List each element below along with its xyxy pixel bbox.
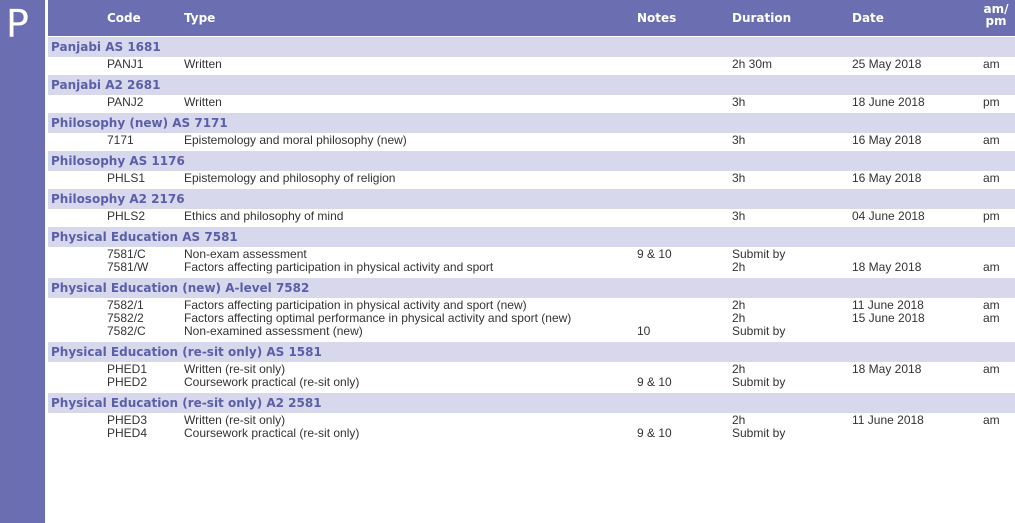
- paper-code: PHED3: [107, 413, 148, 427]
- subject-heading: [48, 227, 1015, 247]
- paper-code: 7582/C: [107, 324, 146, 338]
- header-duration: Duration: [732, 11, 792, 25]
- subject-rows: [48, 172, 1015, 185]
- paper-duration: Submit by: [732, 247, 786, 261]
- paper-session: am: [983, 311, 1000, 325]
- paper-code: PHLS1: [107, 171, 146, 185]
- subject-heading: [48, 113, 1015, 133]
- paper-notes: 10: [637, 324, 651, 338]
- paper-code: 7582/1: [107, 298, 144, 312]
- paper-session: am: [983, 413, 1000, 427]
- table-row: [48, 261, 1015, 274]
- paper-session: pm: [983, 209, 1000, 223]
- paper-session: am: [983, 171, 1000, 185]
- paper-type: Coursework practical (re-sit only): [184, 375, 360, 389]
- subject-rows: [48, 299, 1015, 338]
- paper-notes: 9 & 10: [637, 247, 672, 261]
- subject-title: Philosophy AS 1176: [51, 154, 185, 168]
- paper-session: am: [983, 57, 1000, 71]
- paper-type: Coursework practical (re-sit only): [184, 426, 360, 440]
- paper-session: am: [983, 362, 1000, 376]
- subject-title: Physical Education (re-sit only) A2 2581: [51, 396, 322, 410]
- paper-code: 7581/C: [107, 247, 146, 261]
- subject-heading: [48, 189, 1015, 209]
- header-ampm: am/ pm: [983, 2, 1009, 28]
- table-row: [48, 210, 1015, 223]
- paper-session: am: [983, 298, 1000, 312]
- paper-session: pm: [983, 95, 1000, 109]
- subject-rows: [48, 210, 1015, 223]
- paper-date: 25 May 2018: [852, 57, 922, 71]
- paper-type: Factors affecting participation in physical activity and sport (new): [184, 298, 527, 312]
- paper-type: Non-examined assessment (new): [184, 324, 363, 338]
- paper-code: 7582/2: [107, 311, 144, 325]
- section-letter: P: [6, 2, 29, 46]
- table-row: [48, 376, 1015, 389]
- paper-type: Written: [184, 57, 222, 71]
- paper-notes: 9 & 10: [637, 426, 672, 440]
- subject-title: Physical Education AS 7581: [51, 230, 238, 244]
- paper-date: 11 June 2018: [852, 298, 924, 312]
- header-date: Date: [852, 11, 884, 25]
- paper-code: PHED2: [107, 375, 148, 389]
- paper-date: 16 May 2018: [852, 171, 922, 185]
- table-row: [48, 96, 1015, 109]
- subject-heading: [48, 37, 1015, 57]
- paper-type: Written: [184, 95, 222, 109]
- header-code: Code: [107, 11, 141, 25]
- paper-code: PANJ1: [107, 57, 144, 71]
- paper-duration: 2h: [732, 362, 746, 376]
- paper-duration: Submit by: [732, 324, 786, 338]
- subject-title: Physical Education (re-sit only) AS 1581: [51, 345, 322, 359]
- paper-session: am: [983, 260, 1000, 274]
- subject-title: Philosophy A2 2176: [51, 192, 185, 206]
- table-row: [48, 134, 1015, 147]
- paper-duration: 3h: [732, 171, 746, 185]
- paper-duration: 2h: [732, 413, 746, 427]
- paper-type: Factors affecting optimal performance in physical activity and sport (new): [184, 311, 572, 325]
- subject-rows: [48, 248, 1015, 274]
- paper-code: 7581/W: [107, 260, 149, 274]
- subject-heading: [48, 393, 1015, 413]
- paper-type: Epistemology and philosophy of religion: [184, 171, 396, 185]
- paper-type: Non-exam assessment: [184, 247, 307, 261]
- paper-duration: 2h: [732, 311, 746, 325]
- table-row: [48, 172, 1015, 185]
- paper-date: 16 May 2018: [852, 133, 922, 147]
- subject-heading: [48, 342, 1015, 362]
- subject-title: Philosophy (new) AS 7171: [51, 116, 228, 130]
- paper-date: 18 May 2018: [852, 260, 922, 274]
- paper-duration: 3h: [732, 209, 746, 223]
- paper-code: PANJ2: [107, 95, 144, 109]
- subject-rows: [48, 58, 1015, 71]
- paper-notes: 9 & 10: [637, 375, 672, 389]
- subject-rows: [48, 414, 1015, 440]
- paper-duration: 3h: [732, 95, 746, 109]
- paper-session: am: [983, 133, 1000, 147]
- subject-title: Panjabi AS 1681: [51, 40, 161, 54]
- paper-duration: 2h 30m: [732, 57, 773, 71]
- paper-code: 7171: [107, 133, 134, 147]
- table-header: [48, 0, 1015, 36]
- subject-title: Physical Education (new) A-level 7582: [51, 281, 310, 295]
- table-row: [48, 325, 1015, 338]
- header-notes: Notes: [637, 11, 677, 25]
- paper-date: 11 June 2018: [852, 413, 924, 427]
- paper-duration: 2h: [732, 260, 746, 274]
- paper-type: Epistemology and moral philosophy (new): [184, 133, 407, 147]
- subject-rows: [48, 134, 1015, 147]
- table-row: [48, 427, 1015, 440]
- paper-code: PHED1: [107, 362, 148, 376]
- subject-heading: [48, 151, 1015, 171]
- subject-rows: [48, 96, 1015, 109]
- paper-type: Ethics and philosophy of mind: [184, 209, 344, 223]
- paper-duration: Submit by: [732, 375, 786, 389]
- paper-type: Factors affecting participation in physical activity and sport: [184, 260, 494, 274]
- subject-heading: [48, 278, 1015, 298]
- table-row: [48, 58, 1015, 71]
- paper-date: 04 June 2018: [852, 209, 925, 223]
- paper-duration: 3h: [732, 133, 746, 147]
- subject-title: Panjabi A2 2681: [51, 78, 161, 92]
- exam-timetable: [48, 0, 1015, 523]
- header-type: Type: [184, 11, 216, 25]
- paper-date: 15 June 2018: [852, 311, 925, 325]
- paper-date: 18 June 2018: [852, 95, 925, 109]
- paper-date: 18 May 2018: [852, 362, 922, 376]
- subject-heading: [48, 75, 1015, 95]
- paper-code: PHED4: [107, 426, 148, 440]
- paper-duration: 2h: [732, 298, 746, 312]
- paper-type: Written (re-sit only): [184, 413, 286, 427]
- paper-code: PHLS2: [107, 209, 146, 223]
- subject-rows: [48, 363, 1015, 389]
- paper-duration: Submit by: [732, 426, 786, 440]
- letter-tab: [0, 0, 45, 523]
- paper-type: Written (re-sit only): [184, 362, 286, 376]
